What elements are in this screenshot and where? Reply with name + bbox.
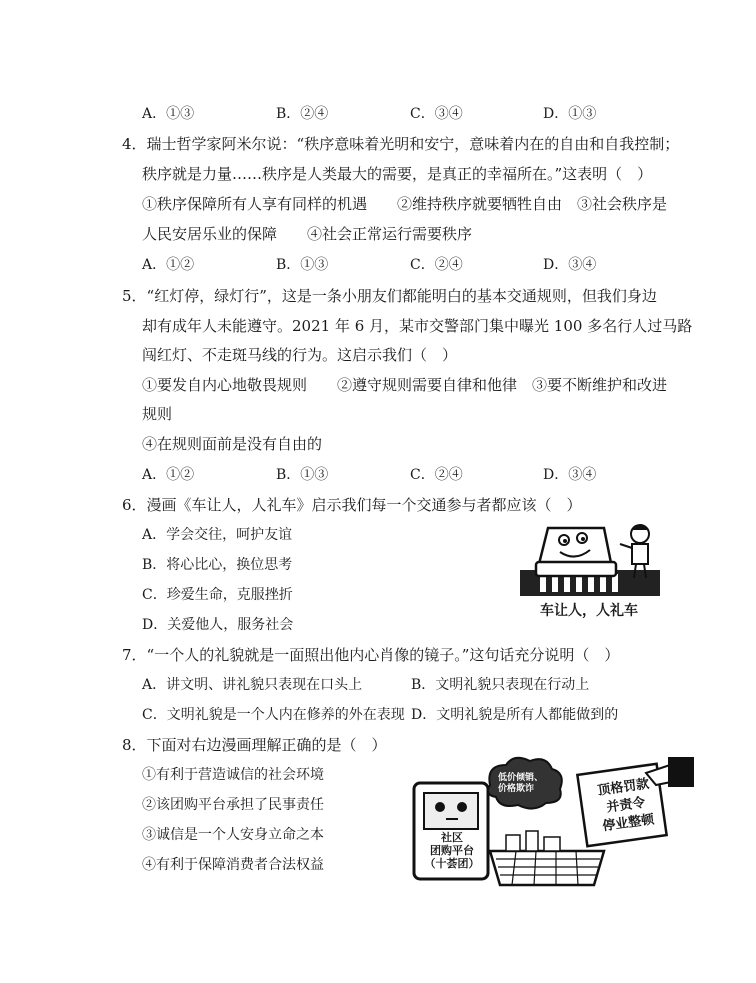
q4-option-a: A．①② — [142, 257, 195, 273]
q8-statement-2: ②该团购平台承担了民事责任 — [142, 797, 324, 813]
q4-option-d: D．③④ — [543, 257, 597, 273]
q6-cartoon-caption: 车让人，人礼车 — [540, 603, 638, 619]
q6-option-c: C．珍爱生命，克服挫折 — [142, 587, 293, 603]
q8-box-label-1: 社区 — [441, 831, 463, 844]
q8-cloud-text-1: 低价倾销、 — [498, 773, 544, 783]
q7-option-a: A．讲文明、讲礼貌只表现在口头上 — [142, 677, 363, 693]
q3-option-c: C．③④ — [410, 106, 463, 122]
q8-box-label-3: （十荟团） — [424, 857, 480, 870]
q8-cloud-text-2: 价格欺诈 — [498, 784, 535, 794]
q5-stem-line1: 5．“红灯停，绿灯行”，这是一条小朋友们都能明白的基本交通规则，但我们身边 — [122, 287, 657, 305]
q4-option-b: B．①③ — [276, 257, 329, 273]
q8-sign-line-3: 停业整顿 — [601, 812, 656, 835]
q5-statements-line3: ④在规则面前是没有自由的 — [142, 435, 323, 453]
q7-stem: 7．“一个人的礼貌就是一面照出他内心肖像的镜子。”这句话充分说明（ ） — [122, 646, 620, 664]
q5-stem-line2: 却有成年人未能遵守。2021 年 6 月，某市交警部门集中曝光 100 多名行人过马路 — [142, 317, 693, 335]
q8-stem: 8．下面对右边漫画理解正确的是（ ） — [122, 736, 387, 754]
q7-option-c: C．文明礼貌是一个人内在修养的外在表现 — [142, 707, 405, 723]
q8-statement-3: ③诚信是一个人安身立命之本 — [142, 827, 324, 843]
q7-option-d: D．文明礼貌是所有人都能做到的 — [411, 707, 619, 723]
q7-option-b: B．文明礼貌只表现在行动上 — [411, 677, 590, 693]
q5-option-b: B．①③ — [276, 467, 329, 483]
q8-sign-line-1: 顶格罚款 — [596, 776, 651, 799]
q5-option-a: A．①② — [142, 467, 195, 483]
q4-option-c: C．②④ — [410, 257, 463, 273]
q8-sign-line-2: 并责令 — [605, 795, 647, 816]
q3-option-d: D．①③ — [543, 106, 597, 122]
q4-statements-line1: ①秩序保障所有人享有同样的机遇 ②维持秩序就要牺牲自由 ③社会秩序是 — [142, 195, 668, 213]
q3-option-b: B．②④ — [276, 106, 329, 122]
q6-cartoon — [520, 518, 660, 622]
q5-stem-line3: 闯红灯、不走斑马线的行为。这启示我们（ ） — [142, 346, 458, 364]
q6-option-b: B．将心比心，换位思考 — [142, 557, 293, 573]
q5-option-d: D．③④ — [543, 467, 597, 483]
q8-statement-4: ④有利于保障消费者合法权益 — [142, 857, 324, 873]
q5-statements-line2: 规则 — [142, 405, 173, 423]
q5-statements-line1: ①要发自内心地敬畏规则 ②遵守规则需要自律和他律 ③要不断维护和改进 — [142, 376, 668, 394]
q6-option-a: A．学会交往，呵护友谊 — [142, 527, 293, 543]
q6-stem: 6．漫画《车让人，人礼车》启示我们每一个交通参与者都应该（ ） — [122, 496, 582, 514]
q4-stem-line1: 4．瑞士哲学家阿米尔说：“秩序意味着光明和安宁，意味着内在的自由和自我控制； — [122, 135, 680, 153]
q8-box-label-2: 团购平台 — [430, 844, 474, 857]
q4-statements-line2: 人民安居乐业的保障 ④社会正常运行需要秩序 — [142, 225, 473, 243]
q8-statement-1: ①有利于营造诚信的社会环境 — [142, 767, 324, 783]
q3-option-a: A．①③ — [142, 106, 195, 122]
q5-option-c: C．②④ — [410, 467, 463, 483]
q8-cartoon — [406, 755, 698, 895]
q4-stem-line2: 秩序就是力量……秩序是人类最大的需要，是真正的幸福所在。”这表明（ ） — [142, 165, 653, 183]
q6-option-d: D．关爱他人，服务社会 — [142, 617, 294, 633]
